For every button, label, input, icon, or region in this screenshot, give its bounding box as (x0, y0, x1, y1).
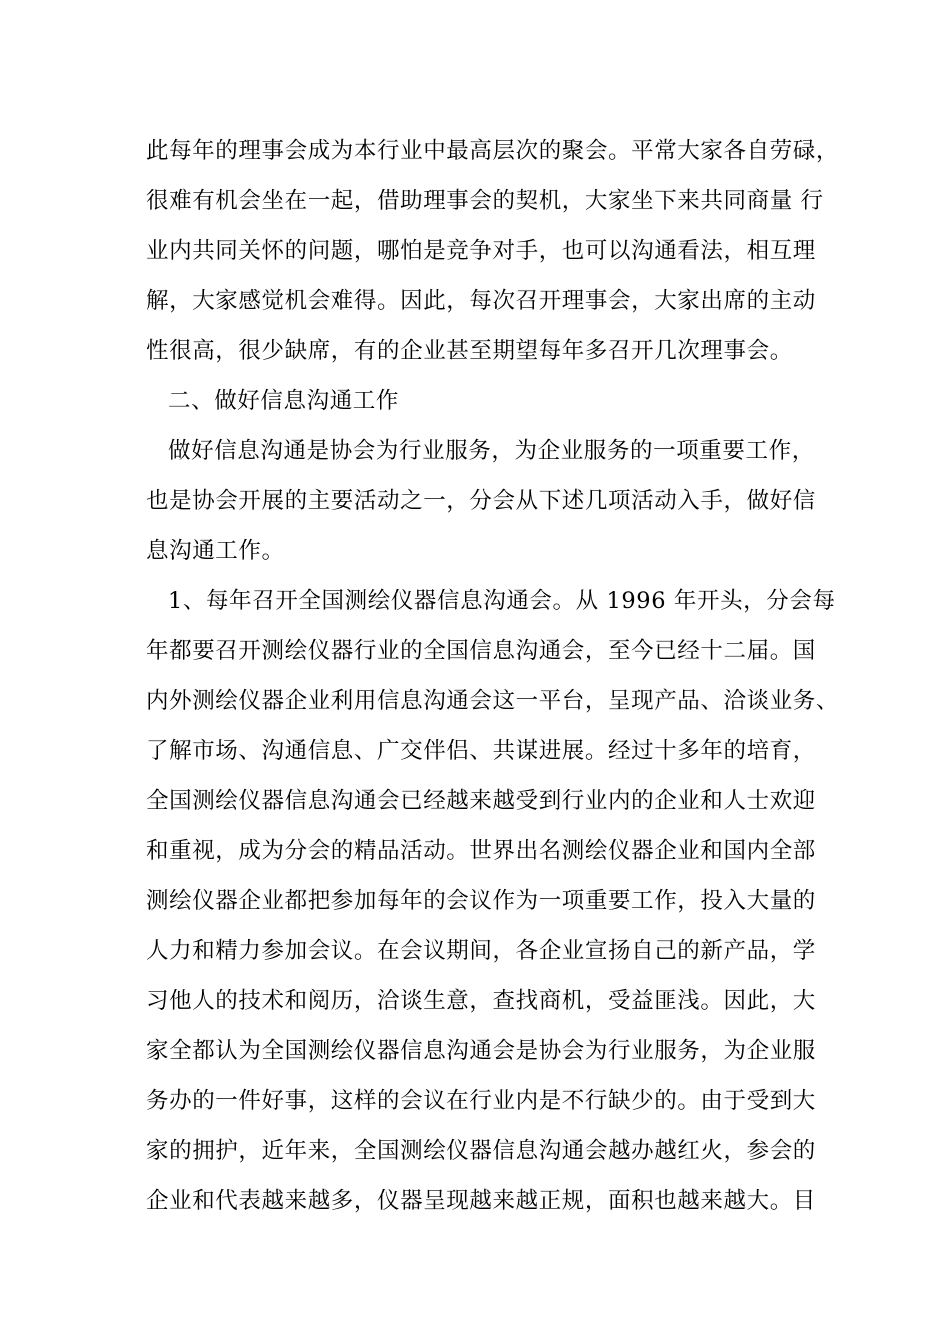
text-line: 此每年的理事会成为本行业中最高层次的聚会。平常大家各自劳碌， (146, 138, 840, 164)
text-line: 全国测绘仪器信息沟通会已经越来越受到行业内的企业和人士欢迎 (146, 788, 816, 814)
text-line: 1、每年召开全国测绘仪器信息沟通会。从 1996 年开头，分会每 (168, 588, 836, 614)
text-line: 家全都认为全国测绘仪器信息沟通会是协会为行业服务，为企业服 (146, 1038, 816, 1064)
text-line: 息沟通工作。 (146, 538, 285, 564)
text-line: 家的拥护，近年来，全国测绘仪器信息沟通会越办越红火，参会的 (146, 1138, 816, 1164)
text-line: 做好信息沟通是协会为行业服务，为企业服务的一项重要工作， (168, 438, 815, 464)
text-line: 务办的一件好事，这样的会议在行业内是不行缺少的。由于受到大 (146, 1088, 816, 1114)
text-line: 性很高，很少缺席，有的企业甚至期望每年多召开几次理事会。 (146, 338, 793, 364)
text-line: 企业和代表越来越多，仪器呈现越来越正规，面积也越来越大。目 (146, 1188, 816, 1214)
text-line: 很难有机会坐在一起，借助理事会的契机，大家坐下来共同商量 行 (146, 188, 824, 214)
text-line: 业内共同关怀的问题，哪怕是竞争对手，也可以沟通看法，相互理 (146, 238, 816, 264)
text-line: 也是协会开展的主要活动之一，分会从下述几项活动入手，做好信 (146, 488, 816, 514)
text-line: 习他人的技术和阅历，洽谈生意，查找商机，受益匪浅。因此，大 (146, 988, 816, 1014)
text-line: 测绘仪器企业都把参加每年的会议作为一项重要工作，投入大量的 (146, 888, 816, 914)
text-line: 和重视，成为分会的精品活动。世界出名测绘仪器企业和国内全部 (146, 838, 816, 864)
text-line: 年都要召开测绘仪器行业的全国信息沟通会，至今已经十二届。国 (146, 638, 816, 664)
text-line: 人力和精力参加会议。在会议期间，各企业宣扬自己的新产品，学 (146, 938, 816, 964)
section-heading: 二、做好信息沟通工作 (168, 388, 400, 414)
text-line: 了解市场、沟通信息、广交伴侣、共谋进展。经过十多年的培育， (146, 738, 816, 764)
text-line: 解，大家感觉机会难得。因此，每次召开理事会，大家出席的主动 (146, 288, 816, 314)
text-line: 内外测绘仪器企业利用信息沟通会这一平台，呈现产品、洽谈业务、 (146, 688, 840, 714)
